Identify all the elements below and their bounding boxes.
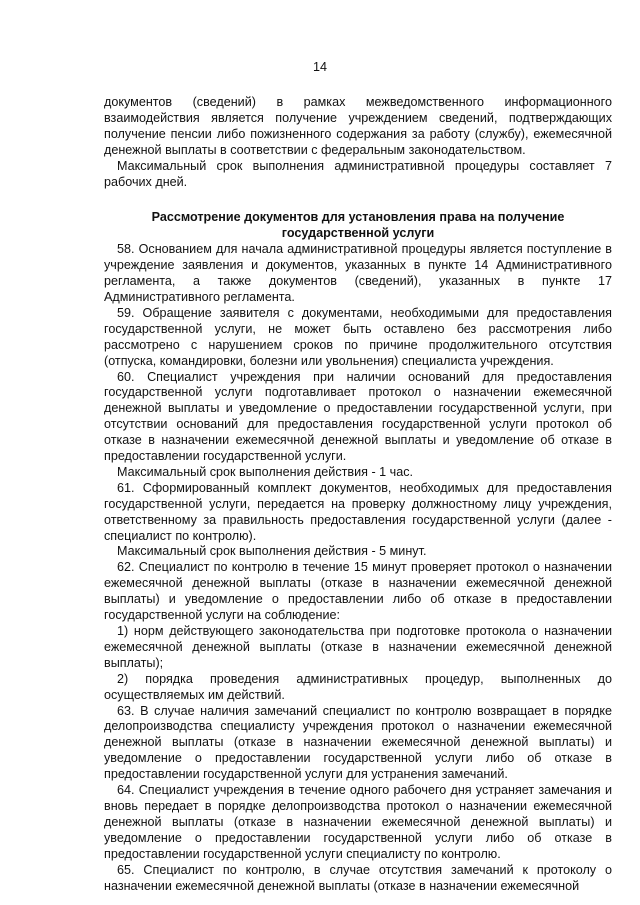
paragraph-time-limit: Максимальный срок выполнения действия - 5 минут. [117, 544, 427, 559]
document-body [104, 95, 612, 894]
paragraph: документов (сведений) в рамках межведомственного информационного взаимодействия является получение учреждением сведений, подтверждающих получение пенсии либо пожизненного содержания за работу (службу), ежемесячной денежной выплаты в соответствии с федеральным законодательством. [104, 95, 612, 157]
paragraph-60: 60. Специалист учреждения при наличии оснований для предоставления государственной услуги подготавливает протокол о назначении ежемесячной денежной выплаты и уведомление о предоставлении государственной услуги, при отсутствии оснований для предоставления государственной услуги протокол об отказе в назначении ежемесячной денежной выплаты и уведомление об отказе в предоставлении государственной услуги. [104, 369, 612, 464]
paragraph-59: 59. Обращение заявителя с документами, необходимыми для предоставления государственной услуги, не может быть оставлено без рассмотрения либо рассмотрено с нарушением сроков по причине продолжительного отсутствия (отпуска, командировки, болезни или увольнения) специалиста учреждения. [104, 305, 612, 368]
section-heading: Рассмотрение документов для установления права на получение государственной услуги [151, 210, 565, 241]
paragraph-62: 62. Специалист по контролю в течение 15 минут проверяет протокол о назначении ежемесячной денежной выплаты (отказе в назначении ежемесячной денежной выплаты) и уведомление о предоставлении либо об отказе в предоставлении государственной услуги на соблюдение: [104, 560, 612, 623]
paragraph-65: 65. Специалист по контролю, в случае отсутствия замечаний к протоколу о назначении ежемесячной денежной выплаты (отказе в назначении ежемесячной [104, 862, 612, 893]
paragraph-61: 61. Сформированный комплект документов, необходимых для предоставления государственной услуги, передается на проверку должностному лицу учреждения, ответственному за правильность предоставления государственной услуги (далее - специалист по контролю). [104, 480, 612, 543]
paragraph-63: 63. В случае наличия замечаний специалист по контролю возвращает в порядке делопроизводства специалисту учреждения протокол о назначении ежемесячной денежной выплаты (отказе в назначении ежемесячной денежной выплаты) и уведомление о предоставлении государственной услуги либо об отказе в предоставлении государственной услуги для устранения замечаний. [104, 703, 612, 782]
paragraph-64: 64. Специалист учреждения в течение одного рабочего дня устраняет замечания и вновь передает в порядке делопроизводства протокол о назначении ежемесячной денежной выплаты (отказе в назначении ежемесячной денежной выплаты) и уведомление о предоставлении государственной услуги либо об отказе в предоставлении государственной услуги специалисту по контролю. [104, 783, 612, 861]
paragraph-time-limit: Максимальный срок выполнения действия - 1 час. [117, 464, 414, 479]
list-item-2: 2) порядка проведения административных процедур, выполненных до осуществляемых им действий. [104, 671, 612, 702]
list-item-1: 1) норм действующего законодательства при подготовке протокола о назначении ежемесячной денежной выплаты (отказе в назначении ежемесячной денежной выплаты); [104, 624, 612, 670]
paragraph: Максимальный срок выполнения административной процедуры составляет 7 рабочих дней. [104, 158, 612, 189]
page-number: 14 [312, 60, 327, 74]
paragraph-58: 58. Основанием для начала административной процедуры является поступление в учреждение заявления и документов, указанных в пункте 14 Административного регламента, а также документов (сведений), указанных в пункте 17 Административного регламента. [104, 242, 612, 304]
